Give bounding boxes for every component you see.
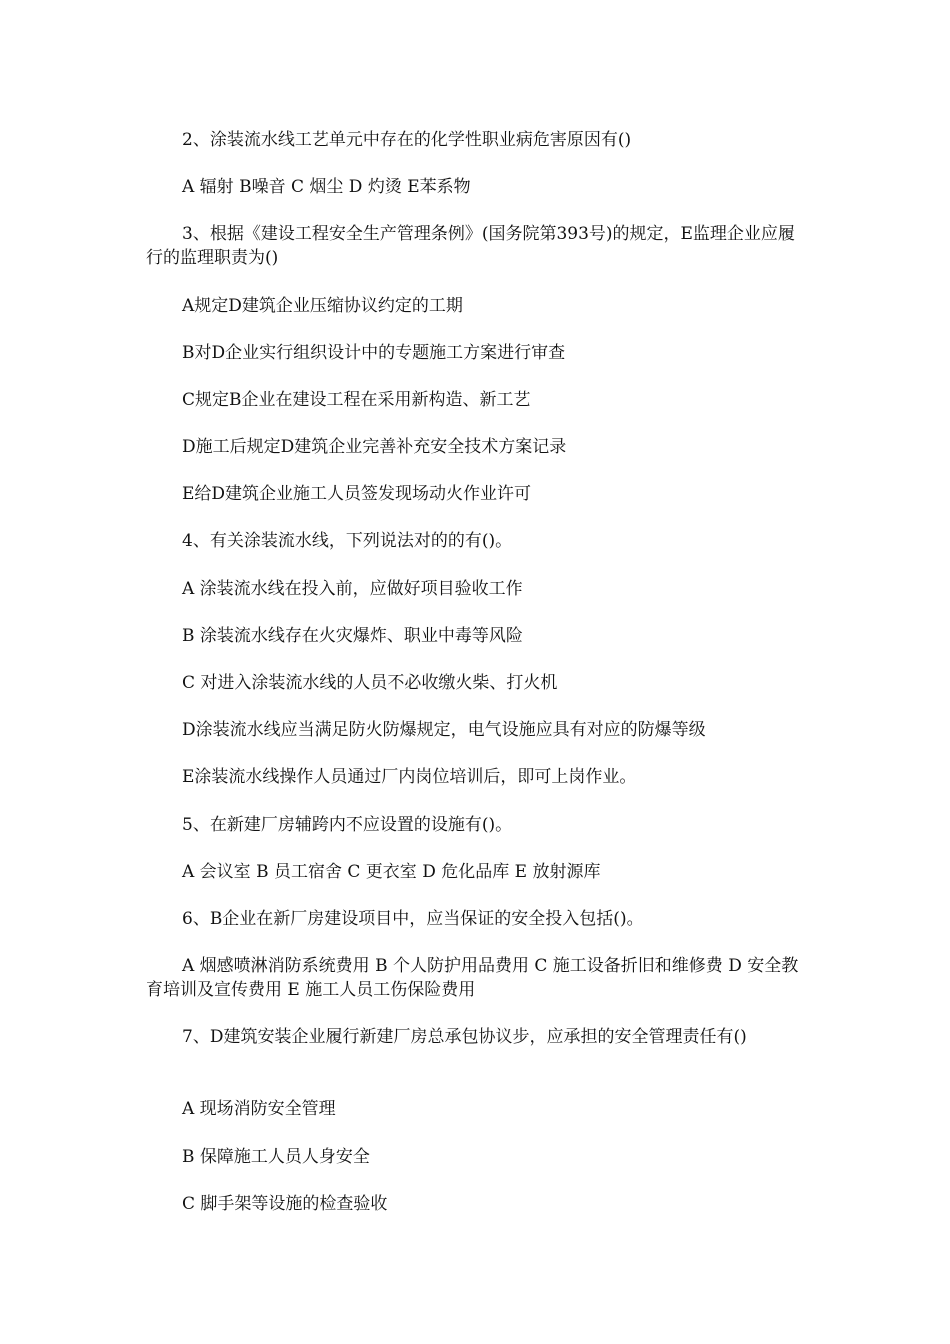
- question-4-option-e: E涂装流水线操作人员通过厂内岗位培训后，即可上岗作业。: [182, 767, 637, 787]
- question-7-option-a: A 现场消防安全管理: [182, 1099, 336, 1119]
- question-7-option-b: B 保障施工人员人身安全: [182, 1147, 370, 1167]
- question-4-option-d: D涂装流水线应当满足防火防爆规定，电气设施应具有对应的防爆等级: [182, 720, 706, 740]
- question-3-option-a: A规定D建筑企业压缩协议约定的工期: [182, 296, 463, 316]
- question-3: 3、根据《建设工程安全生产管理条例》(国务院第393号)的规定，E监理企业应履行的监理职责为(): [146, 224, 795, 268]
- question-3-option-d: D施工后规定D建筑企业完善补充安全技术方案记录: [182, 437, 567, 457]
- question-6-options: A 烟感喷淋消防系统费用 B 个人防护用品费用 C 施工设备折旧和维修费 D 安全教育培训及宣传费用 E 施工人员工伤保险费用: [146, 956, 799, 1000]
- question-4-option-a: A 涂装流水线在投入前，应做好项目验收工作: [182, 579, 523, 599]
- question-4-option-b: B 涂装流水线存在火灾爆炸、职业中毒等风险: [182, 626, 523, 646]
- question-4: 4、有关涂装流水线，下列说法对的的有()。: [182, 531, 513, 551]
- question-7: 7、D建筑安装企业履行新建厂房总承包协议步，应承担的安全管理责任有(): [182, 1027, 747, 1047]
- question-5-options: A 会议室 B 员工宿舍 C 更衣室 D 危化品库 E 放射源库: [182, 862, 601, 882]
- question-5: 5、在新建厂房辅跨内不应设置的设施有()。: [182, 815, 513, 835]
- question-6: 6、B企业在新厂房建设项目中，应当保证的安全投入包括()。: [182, 909, 644, 929]
- question-4-option-c: C 对进入涂装流水线的人员不必收缴火柴、打火机: [182, 673, 558, 693]
- question-3-option-c: C规定B企业在建设工程在采用新构造、新工艺: [182, 390, 531, 410]
- question-7-option-c: C 脚手架等设施的检查验收: [182, 1194, 388, 1214]
- question-3-option-e: E给D建筑企业施工人员签发现场动火作业许可: [182, 484, 532, 504]
- question-2: 2、涂装流水线工艺单元中存在的化学性职业病危害原因有(): [182, 130, 632, 150]
- question-3-option-b: B对D企业实行组织设计中的专题施工方案进行审查: [182, 343, 566, 363]
- question-2-options: A 辐射 B噪音 C 烟尘 D 灼烫 E苯系物: [182, 177, 471, 197]
